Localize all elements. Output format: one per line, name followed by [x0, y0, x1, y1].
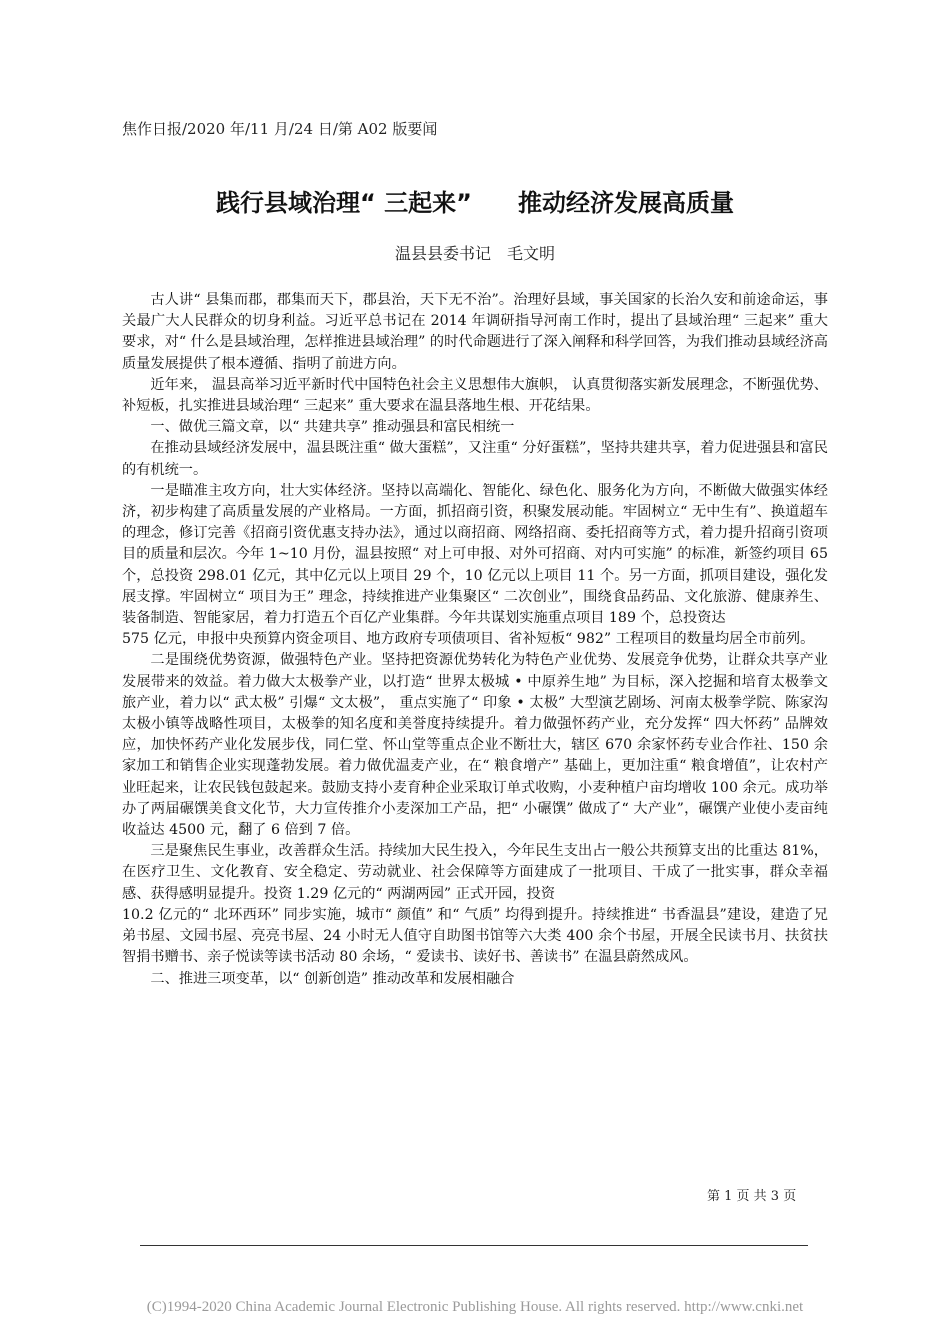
paragraph: 古人讲“ 县集而郡，郡集而天下，郡县治，天下无不治”。治理好县域，事关国家的长治久安和前途命运，事关最广大人民群众的切身利益。习近平总书记在 2014 年调研指导河南工作时，提出了县域治理“ 三起来” 重大要求，对“ 什么是县域治理，怎样推进县域治理” 的时代命题进行了深入阐释和科学回答，为我们推动县域经济高质量发展提供了根本遵循、指明了前进方向。	[122, 292, 828, 372]
paragraph: 二是围绕优势资源，做强特色产业。坚持把资源优势转化为特色产业优势、发展竞争优势，让群众共享产业发展带来的效益。着力做大太极拳产业，以打造“ 世界太极城 • 中原养生地” 为目标，深入挖掘和培育太极拳文旅产业，着力以“ 武太极” 引爆“ 文太极”， 重点实施了“ 印象 • 太极” 大型演艺剧场、河南太极拳学院、陈家沟太极小镇等战略性项目，太极拳的知名度和美誉度持续提升。着力做强怀药产业，充分发挥“ 四大怀药” 品牌效应，加快怀药产业化发展步伐，同仁堂、怀山堂等重点企业不断壮大，辖区 670 余家怀药专业合作社、150 余家加工和销售企业实现蓬勃发展。着力做优温麦产业，在“ 粮食增产” 基础上，更加注重“ 粮食增值”，让农村产业旺起来，让农民钱包鼓起来。鼓励支持小麦育种企业采取订单式收购，小麦种植户亩均增收 100 余元。成功举办了两届碾馔美食文化节，大力宣传推介小麦深加工产品，把“ 小碾馔” 做成了“ 大产业”，碾馔产业使小麦亩纯收益达 4500 元，翻了 6 倍到 7 倍。	[122, 652, 828, 839]
paragraph-continuation: 575 亿元，申报中央预算内资金项目、地方政府专项债项目、省补短板“ 982” 工程项目的数量均居全市前列。	[122, 631, 815, 648]
title-part-2: 推动经济发展高质量	[517, 189, 734, 217]
paragraph: 近年来， 温县高举习近平新时代中国特色社会主义思想伟大旗帜， 认真贯彻落实新发展理念，不断强优势、补短板，扎实推进县域治理“ 三起来” 重大要求在温县落地生根、开花结果。	[122, 376, 828, 415]
title-part-1: 践行县域治理“ 三起来”	[216, 189, 472, 217]
article-body	[122, 290, 828, 990]
footer-divider	[140, 1245, 808, 1246]
copyright-watermark: (C)1994-2020 China Academic Journal Electronic Publishing House. All rights reserved. http://www.cnki.net	[146, 1299, 804, 1315]
section-heading: 一、做优三篇文章，以“ 共建共享” 推动强县和富民相统一	[150, 419, 515, 436]
paragraph: 一是瞄准主攻方向，壮大实体经济。坚持以高端化、智能化、绿色化、服务化为方向，不断做大做强实体经济，初步构建了高质量发展的产业格局。一方面，抓招商引资，积聚发展动能。牢固树立“ 无中生有”、换道超车的理念，修订完善《招商引资优惠支持办法》，通过以商招商、网络招商、委托招商等方式，着力提升招商引资项目的质量和层次。今年 1~10 月份，温县按照“ 对上可申报、对外可招商、对内可实施” 的标准，新签约项目 65 个，总投资 298.01 亿元，其中亿元以上项目 29 个，10 亿元以上项目 11 个。另一方面，抓项目建设，强化发展支撑。牢固树立“ 项目为王” 理念，持续推进产业集聚区“ 二次创业”，围绕食品药品、文化旅游、健康养生、装备制造、智能家居，着力打造五个百亿产业集群。今年共谋划实施重点项目 189 个，总投资达	[122, 482, 828, 627]
page-indicator: 第 1 页 共 3 页	[707, 1189, 797, 1204]
author-line	[0, 243, 950, 265]
source-line: 焦作日报/2020 年/11 月/24 日/第 A02 版要闻	[122, 120, 438, 138]
paragraph: 在推动县域经济发展中，温县既注重“ 做大蛋糕”，又注重“ 分好蛋糕”，坚持共建共享，着力促进强县和富民的有机统一。	[122, 440, 828, 478]
paragraph-continuation: 10.2 亿元的“ 北环西环” 同步实施，城市“ 颜值” 和“ 气质” 均得到提升。持续推进“ 书香温县”建设，建造了兄弟书屋、文园书屋、亮亮书屋、24 小时无人值守自助图书馆等六大类 400 余个书屋，开展全民读书月、扶贫扶智捐书赠书、亲子悦读等读书活动 80 余场，“ 爱读书、读好书、善读书” 在温县蔚然成风。	[122, 906, 828, 966]
section-heading: 二、推进三项变革，以“ 创新创造” 推动改革和发展相融合	[150, 970, 515, 987]
article-title	[0, 186, 950, 220]
author-name: 毛文明	[507, 244, 556, 263]
author-org: 温县县委书记	[394, 244, 491, 263]
paragraph: 三是聚焦民生事业，改善群众生活。持续加大民生投入，今年民生支出占一般公共预算支出的比重达 81%，在医疗卫生、文化教育、安全稳定、劳动就业、社会保障等方面建成了一批项目、干成了一批实事，群众幸福感、获得感明显提升。投资 1.29 亿元的“ 两湖两园” 正式开园，投资	[122, 843, 828, 902]
